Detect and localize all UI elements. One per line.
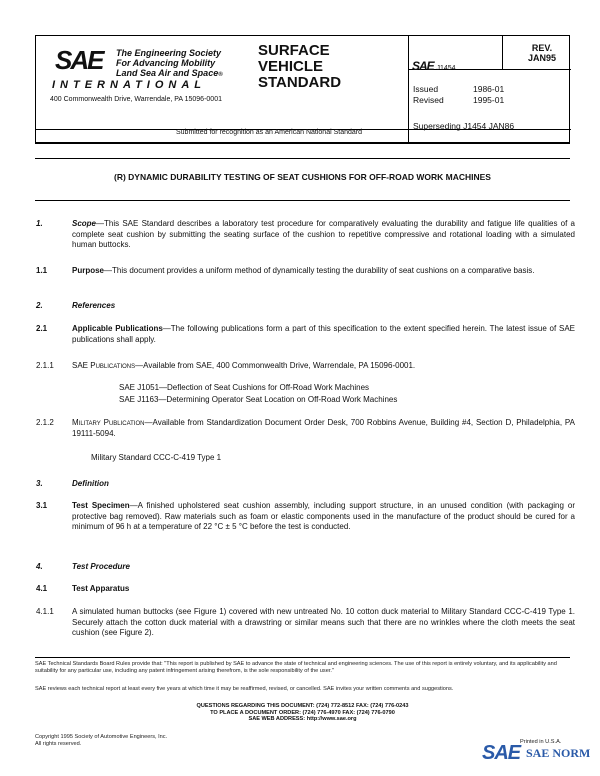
address: 400 Commonwealth Drive, Warrendale, PA 15096-0001 (50, 96, 222, 103)
section-number: 1. (36, 219, 43, 228)
section-text: A simulated human buttocks (see Figure 1) covered with new untreated No. 10 cotton duck material to Military Standard CCC-C-419 Type 1. Securely attach the cotton duck material with a drawstring or similar means such that there are no wrinkles where the cloth meets the seat cushion (see Figure 2). (72, 607, 575, 637)
section-heading: Test Apparatus (72, 584, 130, 593)
international-label: INTERNATIONAL (52, 79, 207, 91)
section-text: —Available from SAE, 400 Commonwealth Drive, Warrendale, PA 15096-0001. (135, 361, 416, 370)
section-heading: Military Publication (72, 418, 145, 427)
revised-label: Revised (413, 95, 444, 105)
reference-item: Military Standard CCC-C-419 Type 1 (91, 453, 222, 462)
standard-type-line: STANDARD (258, 74, 342, 91)
printed-note: Printed in U.S.A. (520, 739, 562, 745)
contact-block (35, 703, 570, 723)
doc-sae-logo: SAE (412, 59, 434, 73)
watermark-logo: SAE (482, 742, 521, 764)
section-number: 4.1 (36, 584, 48, 593)
rev-value: JAN95 (527, 53, 556, 63)
sae-logo: SAE (55, 45, 103, 75)
rights-line: All rights reserved. (35, 741, 82, 747)
section-number: 2.1.1 (36, 361, 54, 370)
sae-norm-watermark (482, 742, 598, 772)
standard-type-line: VEHICLE (258, 58, 324, 75)
ansi-submission: Submitted for recognition as an American National Standard (176, 129, 362, 136)
section-heading: Test Specimen (72, 501, 130, 510)
doc-number: J1454 (436, 65, 456, 72)
watermark-text: SAE NORM (526, 746, 591, 760)
tagline-line: Land Sea Air and Space (116, 68, 219, 78)
section-number: 2. (36, 301, 43, 310)
revised-date: 1995-01 (473, 95, 505, 105)
section-heading: Purpose (72, 266, 105, 275)
section-number: 1.1 (36, 266, 48, 275)
section-text: —A finished upholstered seat cushion assembly, including support structure, in an unused condition (with packaging or protective bag removed). Raw materials such as foam or elastic components used in the manufacture of the product should be cured for a minimum of 96 h at a temperature of 22 °C ± 5 °C before the test is conducted. (72, 501, 575, 531)
section-number: 2.1.2 (36, 418, 54, 427)
section-text: —The following publications form a part of this specification to the extent specified herein. The latest issue of SAE publications shall apply. (72, 324, 575, 344)
section-number: 2.1 (36, 324, 48, 333)
section-number: 3.1 (36, 501, 48, 510)
copyright-line: Copyright 1995 Society of Automotive Engineers, Inc. (35, 734, 168, 740)
tagline-line: For Advancing Mobility (116, 58, 216, 68)
section-number: 4. (36, 562, 43, 571)
issued-date: 1986-01 (473, 84, 505, 94)
registered-mark: ® (218, 72, 223, 78)
supersedes-note: Superseding J1454 JAN86 (413, 121, 515, 131)
section-heading: Scope (72, 219, 97, 228)
section-text: —This document provides a uniform method of dynamically testing the durability of seat cushions on a comparative basis. (104, 266, 535, 275)
document-body (36, 0, 576, 660)
document-title: (R) DYNAMIC DURABILITY TESTING OF SEAT CUSHIONS FOR OFF-ROAD WORK MACHINES (114, 172, 491, 182)
reference-item: SAE J1051—Deflection of Seat Cushions for Off-Road Work Machines (119, 383, 370, 392)
section-text: —Available from Standardization Document Order Desk, 700 Robbins Avenue, Building #4, Section D, Philadelphia, PA 19111-5094. (72, 418, 575, 438)
policy-note: SAE Technical Standards Board Rules provide that: "This report is published by SAE to advance the state of technical and engineering sciences. The use of this report is entirely voluntary, and its applicability and suitability for any particular use, including any patent infringement arising therefrom, is the sole responsibility of the user." (35, 661, 557, 674)
section-heading: SAE Publications (72, 361, 136, 370)
section-heading: References (72, 301, 116, 310)
section-heading: Test Procedure (72, 562, 130, 571)
footer-rule (35, 657, 570, 658)
section-heading: Definition (72, 479, 109, 488)
section-heading: Applicable Publications (72, 324, 163, 333)
section-number: 3. (36, 479, 43, 488)
section-number: 4.1.1 (36, 607, 54, 616)
web-address[interactable]: SAE WEB ADDRESS: http://www.sae.org (248, 716, 357, 722)
tagline-line: The Engineering Society (116, 48, 222, 58)
order-line: TO PLACE A DOCUMENT ORDER: (724) 776-4970 FAX: (724) 776-0790 (210, 709, 395, 716)
issued-label: Issued (413, 84, 439, 94)
copyright (35, 734, 167, 748)
standard-type-line: SURFACE (258, 42, 330, 59)
rev-label: REV. (531, 43, 553, 53)
section-text: —This SAE Standard describes a laboratory test procedure for comparatively evaluating the durability and fatigue life qualities of a complete seat cushion by submitting the seating surface of the cushion to repetitive compressive and rotational loading with a simulated human buttocks. (72, 219, 575, 249)
reference-item: SAE J1163—Determining Operator Seat Location on Off-Road Work Machines (119, 395, 398, 404)
review-note: SAE reviews each technical report at least every five years at which time it may be reaffirmed, revised, or cancelled. SAE invites your written comments and suggestions. (35, 686, 454, 692)
questions-line: QUESTIONS REGARDING THIS DOCUMENT: (724) 772-8512 FAX: (724) 776-0243 (196, 703, 409, 709)
